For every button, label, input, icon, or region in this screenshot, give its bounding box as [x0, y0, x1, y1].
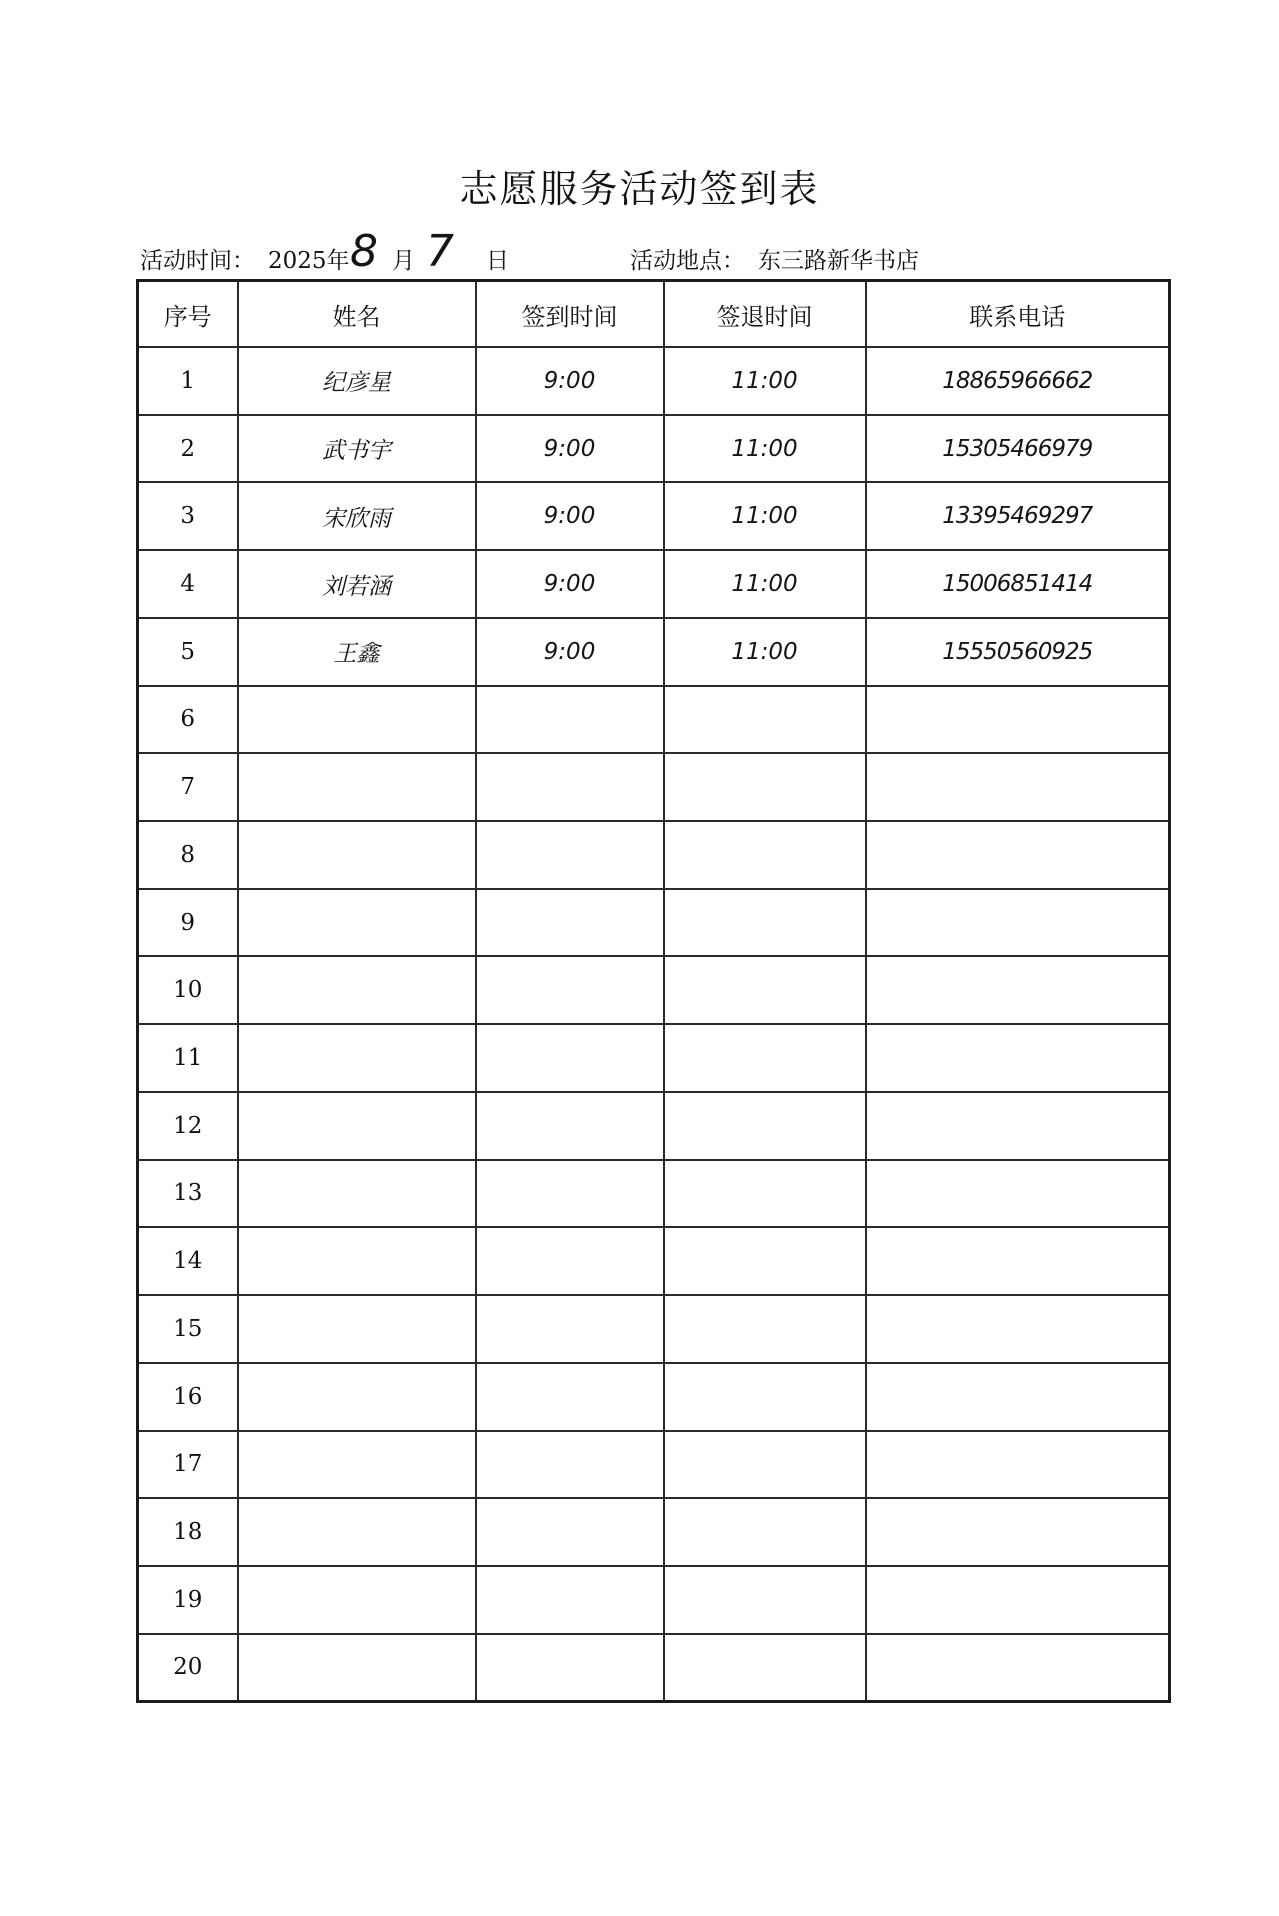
- table-row: [138, 1363, 1170, 1431]
- signer-name: 纪彦星: [238, 347, 476, 415]
- contact-phone: [866, 821, 1170, 889]
- checkin-time: [476, 1634, 664, 1702]
- contact-phone: [866, 1295, 1170, 1363]
- checkout-time: [664, 1160, 866, 1228]
- contact-phone: [866, 1634, 1170, 1702]
- checkout-time: 11:00: [664, 347, 866, 415]
- checkin-time: 9:00: [476, 618, 664, 686]
- checkout-time: [664, 1295, 866, 1363]
- table-row: [138, 1566, 1170, 1634]
- row-number: 11: [138, 1024, 238, 1092]
- contact-phone: 13395469297: [866, 482, 1170, 550]
- checkin-time: [476, 1227, 664, 1295]
- row-number: 3: [138, 482, 238, 550]
- contact-phone: [866, 753, 1170, 821]
- row-number: 2: [138, 415, 238, 483]
- contact-phone: 15550560925: [866, 618, 1170, 686]
- header-checkin-time: 签到时间: [476, 281, 664, 348]
- table-row: [138, 1295, 1170, 1363]
- table-row: [138, 686, 1170, 754]
- signin-table: [136, 279, 1171, 1703]
- row-number: 13: [138, 1160, 238, 1228]
- signer-name: [238, 1566, 476, 1634]
- signer-name: [238, 1024, 476, 1092]
- checkout-time: [664, 753, 866, 821]
- contact-phone: [866, 1024, 1170, 1092]
- activity-time-label: 活动时间：: [140, 248, 255, 274]
- table-row: [138, 753, 1170, 821]
- checkout-time: [664, 1498, 866, 1566]
- activity-place-label: 活动地点：: [630, 248, 745, 274]
- signer-name: 刘若涵: [238, 550, 476, 618]
- checkout-time: [664, 1566, 866, 1634]
- contact-phone: [866, 1431, 1170, 1499]
- table-row: [138, 618, 1170, 686]
- signer-name: [238, 686, 476, 754]
- signer-name: [238, 1498, 476, 1566]
- checkout-time: [664, 956, 866, 1024]
- contact-phone: 18865966662: [866, 347, 1170, 415]
- checkin-time: [476, 1024, 664, 1092]
- table-row: [138, 347, 1170, 415]
- page-title: 志愿服务活动签到表: [459, 167, 820, 211]
- table-row: [138, 956, 1170, 1024]
- checkin-time: [476, 1092, 664, 1160]
- signer-name: 王鑫: [238, 618, 476, 686]
- checkout-time: 11:00: [664, 550, 866, 618]
- table-row: [138, 889, 1170, 957]
- activity-place-value: 东三路新华书店: [758, 248, 919, 274]
- checkin-time: [476, 1566, 664, 1634]
- contact-phone: [866, 1566, 1170, 1634]
- signer-name: [238, 1227, 476, 1295]
- row-number: 14: [138, 1227, 238, 1295]
- table-row: [138, 1498, 1170, 1566]
- contact-phone: 15305466979: [866, 415, 1170, 483]
- checkout-time: [664, 1227, 866, 1295]
- signer-name: [238, 1634, 476, 1702]
- checkin-time: 9:00: [476, 550, 664, 618]
- signer-name: [238, 1431, 476, 1499]
- row-number: 7: [138, 753, 238, 821]
- table-header-row: [138, 281, 1170, 348]
- checkout-time: [664, 1634, 866, 1702]
- activity-day-value: 7: [426, 226, 454, 277]
- activity-month-value: 8: [350, 226, 378, 277]
- checkout-time: [664, 889, 866, 957]
- checkin-time: [476, 1363, 664, 1431]
- row-number: 4: [138, 550, 238, 618]
- checkin-time: [476, 821, 664, 889]
- checkin-time: [476, 1295, 664, 1363]
- activity-month-unit: 月: [392, 248, 415, 274]
- contact-phone: [866, 1227, 1170, 1295]
- signer-name: [238, 1295, 476, 1363]
- checkout-time: [664, 1024, 866, 1092]
- signer-name: [238, 821, 476, 889]
- row-number: 15: [138, 1295, 238, 1363]
- checkout-time: [664, 821, 866, 889]
- signer-name: [238, 1160, 476, 1228]
- row-number: 12: [138, 1092, 238, 1160]
- row-number: 6: [138, 686, 238, 754]
- table-row: [138, 1092, 1170, 1160]
- table-row: [138, 482, 1170, 550]
- table-row: [138, 550, 1170, 618]
- row-number: 9: [138, 889, 238, 957]
- signer-name: [238, 889, 476, 957]
- signer-name: 武书宇: [238, 415, 476, 483]
- header-number: 序号: [138, 281, 238, 348]
- row-number: 16: [138, 1363, 238, 1431]
- contact-phone: [866, 1498, 1170, 1566]
- checkin-time: 9:00: [476, 415, 664, 483]
- signer-name: [238, 1363, 476, 1431]
- checkout-time: [664, 1431, 866, 1499]
- contact-phone: [866, 956, 1170, 1024]
- contact-phone: 15006851414: [866, 550, 1170, 618]
- checkin-time: [476, 956, 664, 1024]
- table-row: [138, 415, 1170, 483]
- checkin-time: [476, 1160, 664, 1228]
- checkin-time: [476, 889, 664, 957]
- checkin-time: 9:00: [476, 482, 664, 550]
- checkout-time: [664, 1363, 866, 1431]
- table-row: [138, 1160, 1170, 1228]
- checkin-time: [476, 686, 664, 754]
- row-number: 19: [138, 1566, 238, 1634]
- checkout-time: 11:00: [664, 618, 866, 686]
- signer-name: [238, 1092, 476, 1160]
- checkout-time: 11:00: [664, 482, 866, 550]
- signer-name: [238, 956, 476, 1024]
- checkout-time: [664, 1092, 866, 1160]
- contact-phone: [866, 1363, 1170, 1431]
- row-number: 1: [138, 347, 238, 415]
- contact-phone: [866, 1160, 1170, 1228]
- contact-phone: [866, 686, 1170, 754]
- table-row: [138, 1431, 1170, 1499]
- activity-year: 2025年: [268, 248, 350, 274]
- table-row: [138, 1024, 1170, 1092]
- table-row: [138, 1227, 1170, 1295]
- row-number: 5: [138, 618, 238, 686]
- checkin-time: [476, 1498, 664, 1566]
- checkout-time: [664, 686, 866, 754]
- table-row: [138, 1634, 1170, 1702]
- header-phone: 联系电话: [866, 281, 1170, 348]
- checkin-time: [476, 1431, 664, 1499]
- row-number: 8: [138, 821, 238, 889]
- signer-name: 宋欣雨: [238, 482, 476, 550]
- checkin-time: [476, 753, 664, 821]
- checkin-time: 9:00: [476, 347, 664, 415]
- row-number: 20: [138, 1634, 238, 1702]
- checkout-time: 11:00: [664, 415, 866, 483]
- row-number: 17: [138, 1431, 238, 1499]
- contact-phone: [866, 889, 1170, 957]
- header-name: 姓名: [238, 281, 476, 348]
- header-checkout-time: 签退时间: [664, 281, 866, 348]
- activity-day-unit: 日: [486, 248, 509, 274]
- table-row: [138, 821, 1170, 889]
- row-number: 18: [138, 1498, 238, 1566]
- signer-name: [238, 753, 476, 821]
- contact-phone: [866, 1092, 1170, 1160]
- row-number: 10: [138, 956, 238, 1024]
